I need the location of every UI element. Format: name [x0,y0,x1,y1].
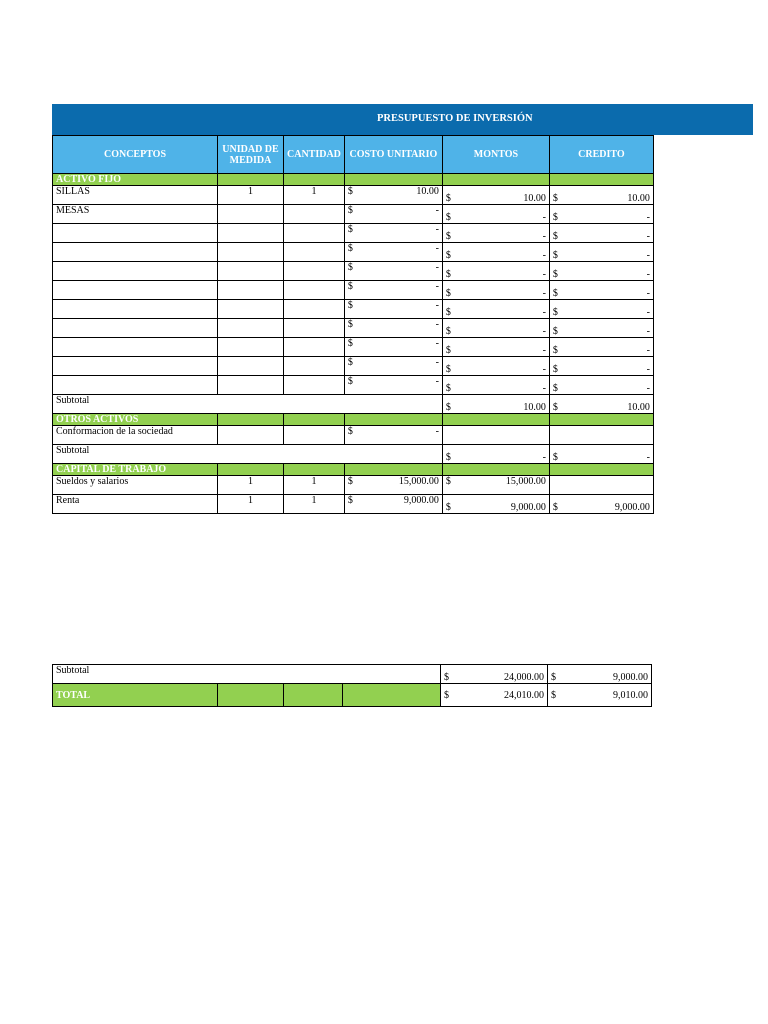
amount: - [435,300,439,311]
amount: - [542,364,546,375]
amount: 10.00 [416,186,439,197]
currency-symbol: $ [347,476,353,487]
total-label: TOTAL [53,684,218,707]
subtotal-row [53,395,654,414]
cantidad-cell [284,262,345,281]
credito-cell-value [553,212,650,223]
unidad-cell [218,300,284,319]
credito-cell [549,319,653,338]
cantidad-cell [284,224,345,243]
unidad-cell [218,319,284,338]
currency-symbol: $ [347,262,353,273]
costo-cell [344,281,442,300]
credito-cell [549,205,653,224]
amount: 10.00 [627,193,650,204]
amount: - [435,224,439,235]
unidad-cell [218,224,284,243]
amount: 10.00 [523,193,546,204]
credito-cell [549,262,653,281]
monto-cell [442,243,549,262]
amount: - [646,269,650,280]
credito-cell-value [553,193,650,204]
subtotal-monto-value [446,402,546,413]
currency-symbol: $ [347,281,353,292]
subtotal-credito-value [551,672,648,683]
concepto-cell [53,376,218,395]
table-row [53,376,654,395]
section-fill-cell [218,414,284,426]
cantidad-cell: 1 [284,186,345,205]
monto-cell-value [446,250,546,261]
monto-cell [442,426,549,445]
subtotal-credito [548,665,652,684]
monto-cell [442,495,549,514]
amount: 9,010.00 [613,689,648,701]
table-row [53,300,654,319]
monto-cell [442,357,549,376]
cantidad-cell [284,205,345,224]
table-row [53,319,654,338]
currency-symbol: $ [552,345,558,356]
amount: - [646,364,650,375]
costo-cell [344,205,442,224]
subtotal-row [53,665,652,684]
amount: 15,000.00 [505,476,546,487]
currency-symbol: $ [347,357,353,368]
concepto-cell: Renta [53,495,218,514]
concepto-cell [53,319,218,338]
costo-cell [344,338,442,357]
costo-cell-value [348,262,439,273]
costo-cell [344,262,442,281]
total-row [53,684,652,707]
header-conceptos: CONCEPTOS [53,136,218,174]
section-fill-cell [344,464,442,476]
credito-cell [549,426,653,445]
total-credito-value [551,690,648,701]
amount: - [435,357,439,368]
amount: 9,000.00 [614,502,650,513]
amount: - [435,426,439,437]
monto-cell [442,376,549,395]
title-banner [52,104,753,135]
amount: 9,000.00 [613,672,648,683]
amount: 9,000.00 [403,495,439,506]
currency-symbol: $ [551,689,556,701]
table-row [53,205,654,224]
amount: - [542,452,546,463]
concepto-cell [53,281,218,300]
header-montos: MONTOS [442,136,549,174]
costo-cell [344,357,442,376]
table-row [53,426,654,445]
amount: 10.00 [523,402,546,413]
currency-symbol: $ [347,243,353,254]
monto-cell [442,262,549,281]
section-capital-trabajo [53,464,654,476]
credito-cell [549,224,653,243]
table-row [53,495,654,514]
costo-cell [344,476,442,495]
table-row [53,186,654,205]
subtotal-credito-value [553,402,650,413]
monto-cell-value [446,212,546,223]
credito-cell [549,376,653,395]
currency-symbol: $ [551,672,556,683]
concepto-cell [53,262,218,281]
amount: - [435,281,439,292]
cantidad-cell: 1 [284,476,345,495]
amount: - [542,383,546,394]
table-row [53,262,654,281]
amount: - [646,326,650,337]
unidad-cell: 1 [218,495,284,514]
header-credito: CREDITO [549,136,653,174]
amount: - [542,326,546,337]
section-activo-fijo [53,174,654,186]
amount: - [542,231,546,242]
amount: - [542,288,546,299]
costo-cell [344,300,442,319]
credito-cell [549,186,653,205]
table-row [53,281,654,300]
header-unidad: UNIDAD DE MEDIDA [218,136,284,174]
section-fill-cell [442,464,549,476]
budget-table [52,135,654,514]
credito-cell-value [553,250,650,261]
amount: - [646,307,650,318]
concepto-cell [53,357,218,376]
table-row [53,476,654,495]
monto-cell-value [446,288,546,299]
costo-cell [344,495,442,514]
costo-cell-value [348,281,439,292]
costo-cell [344,426,442,445]
currency-symbol: $ [552,193,558,204]
concepto-cell: Conformacion de la sociedad [53,426,218,445]
costo-cell-value [348,476,439,487]
section-otros-activos [53,414,654,426]
monto-cell-value [446,269,546,280]
currency-symbol: $ [552,452,558,463]
amount: - [646,288,650,299]
monto-cell [442,319,549,338]
currency-symbol: $ [347,338,353,349]
subtotal-row [53,445,654,464]
currency-symbol: $ [552,383,558,394]
monto-cell [442,224,549,243]
section-fill-cell [218,174,284,186]
currency-symbol: $ [445,288,451,299]
monto-cell [442,186,549,205]
credito-cell-value [553,345,650,356]
currency-symbol: $ [347,224,353,235]
credito-cell-value [553,307,650,318]
amount: - [435,243,439,254]
credito-cell [549,495,653,514]
amount: 15,000.00 [398,476,439,487]
subtotal-monto-value [446,452,546,463]
header-costo: COSTO UNITARIO [344,136,442,174]
currency-symbol: $ [445,502,451,513]
currency-symbol: $ [552,326,558,337]
credito-cell [549,281,653,300]
section-fill-cell [549,174,653,186]
costo-cell-value [348,186,439,197]
currency-symbol: $ [347,426,353,437]
amount: - [646,345,650,356]
costo-cell [344,319,442,338]
subtotal-credito [549,395,653,414]
unidad-cell [218,281,284,300]
currency-symbol: $ [445,250,451,261]
credito-cell [549,300,653,319]
amount: - [542,212,546,223]
costo-cell-value [348,357,439,368]
cantidad-cell: 1 [284,495,345,514]
costo-cell-value [348,338,439,349]
concepto-cell: MESAS [53,205,218,224]
unidad-cell [218,426,284,445]
credito-cell [549,476,653,495]
credito-cell [549,357,653,376]
currency-symbol: $ [445,476,451,487]
cantidad-cell [284,338,345,357]
section-fill-cell [284,464,345,476]
amount: - [435,262,439,273]
cantidad-cell [284,281,345,300]
concepto-cell [53,243,218,262]
credito-cell-value [553,383,650,394]
costo-cell-value [348,426,439,437]
credito-cell-value [553,364,650,375]
unidad-cell [218,243,284,262]
credito-cell-value [553,502,650,513]
cantidad-cell [284,376,345,395]
monto-cell [442,338,549,357]
table-row [53,243,654,262]
costo-cell-value [348,495,439,506]
amount: - [646,212,650,223]
section-fill-cell [442,174,549,186]
amount: - [435,376,439,387]
table-row [53,224,654,243]
total-monto [441,684,548,707]
currency-symbol: $ [445,402,451,413]
monto-cell-value [446,502,546,513]
monto-cell-value [446,364,546,375]
monto-cell-value [446,326,546,337]
section-label: OTROS ACTIVOS [53,414,218,426]
cantidad-cell [284,426,345,445]
monto-cell [442,281,549,300]
monto-cell [442,300,549,319]
amount: - [435,338,439,349]
costo-cell [344,243,442,262]
unidad-cell [218,205,284,224]
total-credito [548,684,652,707]
credito-cell [549,243,653,262]
currency-symbol: $ [347,205,353,216]
currency-symbol: $ [552,269,558,280]
monto-cell-value [446,193,546,204]
currency-symbol: $ [445,307,451,318]
currency-symbol: $ [444,689,449,701]
amount: - [542,345,546,356]
amount: - [435,319,439,330]
costo-cell [344,186,442,205]
currency-symbol: $ [552,307,558,318]
concepto-cell [53,224,218,243]
amount: - [542,307,546,318]
currency-symbol: $ [347,186,353,197]
amount: - [542,269,546,280]
subtotal-credito-value [553,452,650,463]
subtotal-monto-value [444,672,544,683]
currency-symbol: $ [347,300,353,311]
section-fill-cell [442,414,549,426]
credito-cell-value [553,269,650,280]
currency-symbol: $ [347,495,353,506]
currency-symbol: $ [445,364,451,375]
table-row [53,357,654,376]
currency-symbol: $ [552,364,558,375]
costo-cell-value [348,376,439,387]
costo-cell-value [348,319,439,330]
cantidad-cell [284,319,345,338]
currency-symbol: $ [445,345,451,356]
header-row [53,136,654,174]
monto-cell-value [446,383,546,394]
currency-symbol: $ [552,288,558,299]
amount: - [646,383,650,394]
credito-cell-value [553,231,650,242]
amount: 9,000.00 [510,502,546,513]
section-fill-cell [284,174,345,186]
subtotal-label: Subtotal [53,445,443,464]
totals-table [52,664,652,707]
credito-cell [549,338,653,357]
section-fill-cell [344,414,442,426]
total-monto-value [444,690,544,701]
total-fill-cell [343,684,441,707]
currency-symbol: $ [445,231,451,242]
amount: - [646,231,650,242]
section-fill-cell [549,464,653,476]
unidad-cell [218,262,284,281]
concepto-cell: SILLAS [53,186,218,205]
currency-symbol: $ [552,250,558,261]
currency-symbol: $ [552,212,558,223]
monto-cell-value [446,231,546,242]
subtotal-monto [442,445,549,464]
costo-cell-value [348,224,439,235]
costo-cell [344,224,442,243]
table-row [53,338,654,357]
total-fill-cell [284,684,343,707]
monto-cell-value [446,345,546,356]
currency-symbol: $ [445,383,451,394]
subtotal-credito [549,445,653,464]
unidad-cell: 1 [218,186,284,205]
currency-symbol: $ [445,269,451,280]
currency-symbol: $ [347,376,353,387]
unidad-cell [218,376,284,395]
amount: - [646,250,650,261]
amount: - [542,250,546,261]
concepto-cell: Sueldos y salarios [53,476,218,495]
section-fill-cell [284,414,345,426]
concepto-cell [53,338,218,357]
amount: - [646,452,650,463]
unidad-cell [218,338,284,357]
unidad-cell: 1 [218,476,284,495]
header-cantidad: CANTIDAD [284,136,345,174]
currency-symbol: $ [445,212,451,223]
currency-symbol: $ [552,231,558,242]
amount: - [435,205,439,216]
section-fill-cell [218,464,284,476]
currency-symbol: $ [445,326,451,337]
subtotal-label: Subtotal [53,665,441,684]
section-fill-cell [549,414,653,426]
cantidad-cell [284,357,345,376]
monto-cell [442,205,549,224]
currency-symbol: $ [552,402,558,413]
credito-cell-value [553,288,650,299]
unidad-cell [218,357,284,376]
monto-cell [442,476,549,495]
subtotal-monto [441,665,548,684]
cantidad-cell [284,243,345,262]
monto-cell-value [446,307,546,318]
currency-symbol: $ [444,672,449,683]
amount: 24,010.00 [504,689,544,701]
costo-cell [344,376,442,395]
page-title: PRESUPUESTO DE INVERSIÓN [377,113,533,124]
section-label: CAPITAL DE TRABAJO [53,464,218,476]
amount: 24,000.00 [504,672,544,683]
total-fill-cell [218,684,284,707]
concepto-cell [53,300,218,319]
currency-symbol: $ [552,502,558,513]
currency-symbol: $ [347,319,353,330]
cantidad-cell [284,300,345,319]
subtotal-monto [442,395,549,414]
section-label: ACTIVO FIJO [53,174,218,186]
monto-cell-value [446,476,546,487]
costo-cell-value [348,300,439,311]
subtotal-label: Subtotal [53,395,443,414]
amount: 10.00 [627,402,650,413]
currency-symbol: $ [445,193,451,204]
currency-symbol: $ [445,452,451,463]
costo-cell-value [348,243,439,254]
section-fill-cell [344,174,442,186]
credito-cell-value [553,326,650,337]
costo-cell-value [348,205,439,216]
